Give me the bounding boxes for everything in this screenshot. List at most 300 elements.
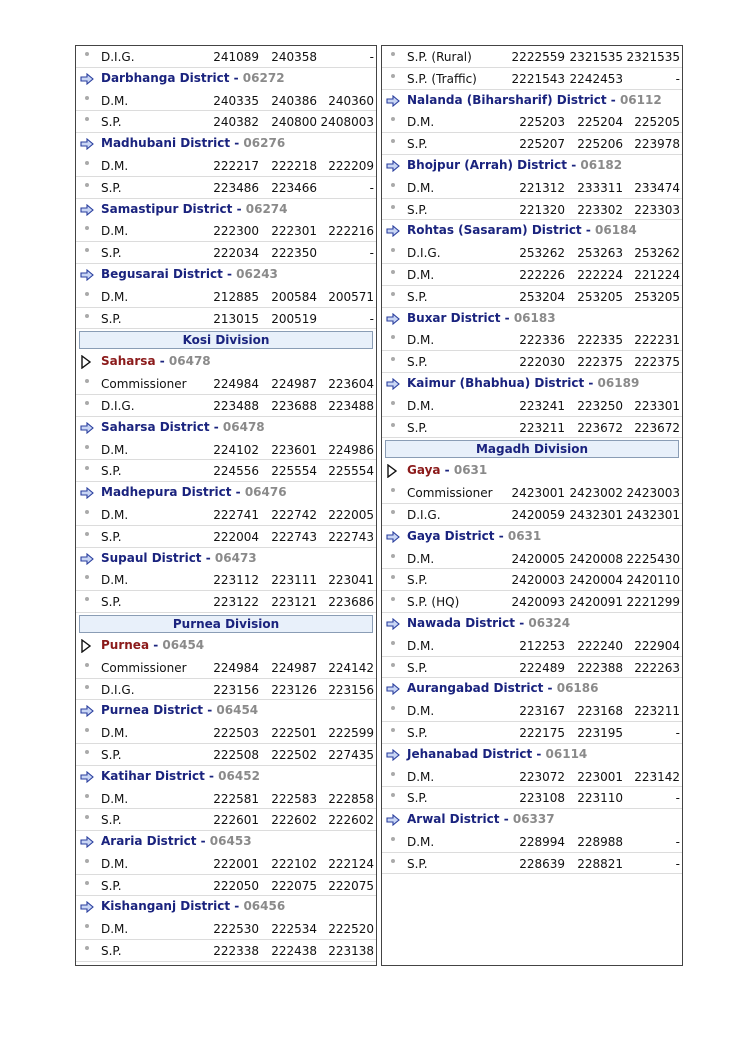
phone-number: 222034 bbox=[213, 246, 259, 261]
bullet-dot-icon bbox=[391, 728, 395, 732]
arrow-right-icon bbox=[80, 420, 94, 432]
bullet-dot-icon bbox=[85, 597, 89, 601]
phone-number: 222599 bbox=[328, 726, 374, 741]
bullet-dot-icon bbox=[391, 772, 395, 776]
arrow-right-icon bbox=[80, 769, 94, 781]
phone-number: 222350 bbox=[271, 246, 317, 261]
phone-number: 2221299 bbox=[626, 595, 680, 610]
district-title[interactable] bbox=[407, 155, 622, 177]
district-header[interactable] bbox=[76, 133, 376, 155]
separator: - bbox=[155, 354, 169, 369]
separator: - bbox=[440, 463, 454, 478]
role-label: Commissioner bbox=[407, 486, 493, 501]
district-name[interactable]: Purnea District bbox=[101, 703, 204, 718]
district-header[interactable] bbox=[382, 526, 682, 548]
phone-number: 2432301 bbox=[569, 507, 623, 522]
district-title[interactable] bbox=[407, 744, 587, 766]
role-label: D.M. bbox=[101, 856, 129, 871]
separator: - bbox=[230, 136, 244, 151]
district-name[interactable]: Bhojpur (Arrah) District bbox=[407, 157, 568, 172]
contact-row bbox=[76, 591, 376, 613]
bullet-dot-icon bbox=[85, 685, 89, 689]
district-name[interactable]: Madhubani District bbox=[101, 136, 231, 151]
bullet-dot-icon bbox=[85, 946, 89, 950]
phone-number: 222001 bbox=[213, 856, 259, 871]
phone-number: 228821 bbox=[577, 856, 623, 871]
separator: - bbox=[196, 834, 210, 849]
phone-number: 222226 bbox=[519, 267, 565, 282]
arrow-right-icon bbox=[386, 93, 400, 105]
phone-number: 233474 bbox=[634, 180, 680, 195]
phone-number: 228988 bbox=[577, 834, 623, 849]
role-label: S.P. (HQ) bbox=[407, 595, 460, 610]
std-code: 06478 bbox=[222, 419, 265, 434]
role-label: S.P. bbox=[407, 660, 428, 675]
phone-number: 222217 bbox=[213, 158, 259, 173]
headquarters-header[interactable] bbox=[76, 351, 376, 373]
separator: - bbox=[532, 746, 546, 761]
phone-number: 228639 bbox=[519, 856, 565, 871]
phone-number: 223168 bbox=[577, 704, 623, 719]
phone-number: 223156 bbox=[328, 682, 374, 697]
phone-number: 223686 bbox=[328, 595, 374, 610]
district-header[interactable] bbox=[382, 373, 682, 395]
phone-number: 222075 bbox=[271, 878, 317, 893]
contact-row bbox=[76, 918, 376, 940]
contact-row bbox=[76, 569, 376, 591]
std-code: 06189 bbox=[597, 375, 640, 390]
district-title[interactable] bbox=[407, 613, 570, 635]
role-label: D.M. bbox=[101, 507, 129, 522]
phone-number: 223604 bbox=[328, 377, 374, 392]
role-label: D.M. bbox=[407, 551, 435, 566]
std-code: 06276 bbox=[243, 136, 286, 151]
phone-number: 253263 bbox=[577, 246, 623, 261]
phone-number: 240335 bbox=[213, 93, 259, 108]
arrow-right-icon bbox=[386, 311, 400, 323]
district-name[interactable]: Jehanabad District bbox=[407, 746, 533, 761]
bullet-dot-icon bbox=[85, 379, 89, 383]
district-header[interactable] bbox=[382, 308, 682, 330]
contact-row bbox=[382, 46, 682, 68]
role-label: D.M. bbox=[101, 442, 129, 457]
district-name[interactable]: Buxar District bbox=[407, 310, 501, 325]
contact-row bbox=[76, 242, 376, 264]
phone-number: 224986 bbox=[328, 442, 374, 457]
role-label: S.P. bbox=[101, 246, 122, 261]
arrow-right-icon bbox=[386, 376, 400, 388]
district-header[interactable] bbox=[76, 199, 376, 221]
district-header[interactable] bbox=[76, 700, 376, 722]
std-code: 06478 bbox=[168, 354, 211, 369]
contact-row bbox=[382, 831, 682, 853]
contact-row bbox=[382, 329, 682, 351]
phone-number: 223672 bbox=[634, 420, 680, 435]
bullet-dot-icon bbox=[391, 597, 395, 601]
separator: - bbox=[581, 223, 596, 238]
district-title[interactable] bbox=[101, 199, 288, 221]
play-triangle-icon bbox=[387, 464, 397, 478]
phone-number: 222741 bbox=[213, 507, 259, 522]
phone-number: 223110 bbox=[577, 791, 623, 806]
district-name[interactable]: Begusarai District bbox=[101, 266, 223, 281]
role-label: D.M. bbox=[407, 834, 435, 849]
phone-number: 222904 bbox=[634, 638, 680, 653]
district-title[interactable] bbox=[407, 373, 639, 395]
phone-number: 241089 bbox=[213, 50, 259, 64]
district-header[interactable] bbox=[76, 68, 376, 90]
district-name[interactable]: Aurangabad District bbox=[407, 681, 544, 696]
std-code: 06453 bbox=[209, 834, 252, 849]
bullet-dot-icon bbox=[391, 554, 395, 558]
phone-number: 222050 bbox=[213, 878, 259, 893]
district-header[interactable] bbox=[382, 809, 682, 831]
district-title[interactable] bbox=[407, 220, 637, 242]
contact-row bbox=[382, 548, 682, 570]
phone-number: 2420059 bbox=[511, 507, 565, 522]
phone-number: 222583 bbox=[271, 791, 317, 806]
phone-number: - bbox=[369, 50, 374, 64]
separator: - bbox=[149, 637, 163, 652]
std-code: 0631 bbox=[507, 528, 542, 543]
division-header: Purnea Division bbox=[79, 615, 373, 633]
bullet-dot-icon bbox=[391, 510, 395, 514]
bullet-dot-icon bbox=[85, 161, 89, 165]
bullet-dot-icon bbox=[85, 314, 89, 318]
phone-number: 223138 bbox=[328, 944, 374, 959]
district-header[interactable] bbox=[382, 678, 682, 700]
phone-number: 240382 bbox=[213, 115, 259, 130]
headquarters-title[interactable] bbox=[407, 460, 487, 482]
role-label: D.M. bbox=[407, 267, 435, 282]
contact-row bbox=[382, 766, 682, 788]
phone-number: 223672 bbox=[577, 420, 623, 435]
district-title[interactable] bbox=[101, 133, 285, 155]
arrow-right-icon bbox=[386, 812, 400, 824]
phone-number: 222743 bbox=[328, 529, 374, 544]
contact-row bbox=[76, 90, 376, 112]
play-triangle-icon bbox=[81, 639, 91, 653]
bullet-dot-icon bbox=[85, 117, 89, 121]
contact-row bbox=[76, 460, 376, 482]
contact-row bbox=[382, 853, 682, 875]
district-header[interactable] bbox=[382, 220, 682, 242]
phone-number: 223488 bbox=[213, 398, 259, 413]
phone-number: 222240 bbox=[577, 638, 623, 653]
separator: - bbox=[567, 157, 581, 172]
role-label: D.M. bbox=[101, 93, 129, 108]
phone-number: 200571 bbox=[328, 289, 374, 304]
phone-number: 222075 bbox=[328, 878, 374, 893]
role-label: S.P. bbox=[407, 355, 428, 370]
district-title[interactable] bbox=[101, 896, 285, 918]
phone-number: 2420003 bbox=[511, 573, 565, 588]
district-title[interactable] bbox=[101, 548, 257, 570]
phone-number: 225554 bbox=[271, 464, 317, 479]
phone-number: 223041 bbox=[328, 573, 374, 588]
district-name[interactable]: Gaya District bbox=[407, 528, 495, 543]
std-code: 06324 bbox=[528, 615, 571, 630]
phone-number: 2408003 bbox=[320, 115, 374, 130]
contact-row bbox=[382, 395, 682, 417]
district-header[interactable] bbox=[382, 744, 682, 766]
phone-number: 223121 bbox=[271, 595, 317, 610]
district-name[interactable]: Darbhanga District bbox=[101, 70, 230, 85]
separator: - bbox=[209, 419, 223, 434]
district-title[interactable] bbox=[407, 809, 555, 831]
separator: - bbox=[500, 310, 514, 325]
phone-number: 212885 bbox=[213, 289, 259, 304]
district-title[interactable] bbox=[101, 831, 252, 853]
district-name[interactable]: Araria District bbox=[101, 834, 197, 849]
phone-number: - bbox=[675, 791, 680, 806]
phone-number: 223688 bbox=[271, 398, 317, 413]
district-title[interactable] bbox=[101, 700, 258, 722]
separator: - bbox=[606, 92, 620, 107]
std-code: 06454 bbox=[162, 637, 205, 652]
role-label: D.M. bbox=[101, 922, 129, 937]
contact-row bbox=[76, 526, 376, 548]
district-name[interactable]: Supaul District bbox=[101, 550, 202, 565]
phone-number: 223108 bbox=[519, 791, 565, 806]
contact-row bbox=[76, 679, 376, 701]
phone-number: 222508 bbox=[213, 747, 259, 762]
phone-number: 222601 bbox=[213, 813, 259, 828]
phone-number: - bbox=[369, 246, 374, 261]
bullet-dot-icon bbox=[85, 881, 89, 885]
district-name[interactable]: Nalanda (Biharsharif) District bbox=[407, 92, 607, 107]
contact-row bbox=[76, 722, 376, 744]
division-header: Magadh Division bbox=[385, 440, 679, 458]
district-name[interactable]: Madhepura District bbox=[101, 485, 232, 500]
contact-row bbox=[382, 199, 682, 221]
phone-number: 240386 bbox=[271, 93, 317, 108]
division-header: Kosi Division bbox=[79, 331, 373, 349]
phone-number: 221320 bbox=[519, 202, 565, 217]
headquarters-name[interactable]: Purnea bbox=[101, 637, 150, 652]
phone-number: 222375 bbox=[577, 355, 623, 370]
contact-row bbox=[382, 700, 682, 722]
role-label: Commissioner bbox=[101, 660, 187, 675]
district-header[interactable] bbox=[76, 896, 376, 918]
arrow-right-icon bbox=[386, 616, 400, 628]
headquarters-title[interactable] bbox=[101, 351, 211, 373]
phone-number: 223303 bbox=[634, 202, 680, 217]
district-title[interactable] bbox=[407, 678, 598, 700]
district-name[interactable]: Kaimur (Bhabhua) District bbox=[407, 375, 585, 390]
district-header[interactable] bbox=[76, 831, 376, 853]
contact-row bbox=[382, 657, 682, 679]
bullet-dot-icon bbox=[391, 335, 395, 339]
phone-number: 223111 bbox=[271, 573, 317, 588]
district-header[interactable] bbox=[76, 482, 376, 504]
contact-row bbox=[382, 417, 682, 439]
phone-number: - bbox=[675, 71, 680, 86]
std-code: 06456 bbox=[243, 899, 286, 914]
std-code: 06274 bbox=[245, 201, 288, 216]
arrow-right-icon bbox=[386, 529, 400, 541]
district-name[interactable]: Saharsa District bbox=[101, 419, 210, 434]
phone-number: 240800 bbox=[271, 115, 317, 130]
bullet-dot-icon bbox=[85, 575, 89, 579]
bullet-dot-icon bbox=[391, 248, 395, 252]
role-label: D.M. bbox=[101, 726, 129, 741]
phone-number: 223978 bbox=[634, 137, 680, 152]
district-title[interactable] bbox=[101, 264, 278, 286]
separator: - bbox=[494, 528, 508, 543]
std-code: 06184 bbox=[595, 223, 637, 238]
bullet-dot-icon bbox=[85, 248, 89, 252]
district-header[interactable] bbox=[382, 155, 682, 177]
contact-row bbox=[76, 809, 376, 831]
phone-number: - bbox=[675, 834, 680, 849]
role-label: D.M. bbox=[101, 791, 129, 806]
separator: - bbox=[515, 615, 529, 630]
bullet-dot-icon bbox=[85, 183, 89, 187]
district-title[interactable] bbox=[101, 68, 285, 90]
phone-number: 2420004 bbox=[569, 573, 623, 588]
district-title[interactable] bbox=[407, 90, 662, 112]
arrow-right-icon bbox=[80, 834, 94, 846]
district-name[interactable]: Katihar District bbox=[101, 768, 205, 783]
std-code: 06476 bbox=[244, 485, 287, 500]
role-label: D.M. bbox=[407, 769, 435, 784]
district-header[interactable] bbox=[76, 264, 376, 286]
role-label: S.P. bbox=[101, 464, 122, 479]
contact-row bbox=[76, 373, 376, 395]
phone-number: 240360 bbox=[328, 93, 374, 108]
headquarters-title[interactable] bbox=[101, 635, 204, 657]
phone-number: 223126 bbox=[271, 682, 317, 697]
contact-row bbox=[382, 569, 682, 591]
bullet-dot-icon bbox=[85, 663, 89, 667]
phone-number: 223001 bbox=[577, 769, 623, 784]
contact-row bbox=[76, 395, 376, 417]
arrow-right-icon bbox=[80, 136, 94, 148]
phone-number: 223156 bbox=[213, 682, 259, 697]
district-header[interactable] bbox=[382, 90, 682, 112]
bullet-dot-icon bbox=[391, 74, 395, 78]
phone-number: 222502 bbox=[271, 747, 317, 762]
std-code: 06182 bbox=[580, 157, 623, 172]
role-label: S.P. (Rural) bbox=[407, 50, 472, 64]
phone-number: 222581 bbox=[213, 791, 259, 806]
phone-number: 240358 bbox=[271, 50, 317, 64]
district-header[interactable] bbox=[76, 548, 376, 570]
bullet-dot-icon bbox=[391, 793, 395, 797]
role-label: S.P. bbox=[101, 529, 122, 544]
phone-number: 225207 bbox=[519, 137, 565, 152]
phone-number: 222602 bbox=[271, 813, 317, 828]
district-name[interactable]: Samastipur District bbox=[101, 201, 233, 216]
std-code: 06186 bbox=[556, 681, 599, 696]
phone-number: 224102 bbox=[213, 442, 259, 457]
district-name[interactable]: Nawada District bbox=[407, 615, 516, 630]
arrow-right-icon bbox=[386, 158, 400, 170]
phone-number: 222602 bbox=[328, 813, 374, 828]
headquarters-header[interactable] bbox=[76, 635, 376, 657]
phone-number: 228994 bbox=[519, 834, 565, 849]
contact-row bbox=[76, 657, 376, 679]
phone-number: 222300 bbox=[213, 224, 259, 239]
district-title[interactable] bbox=[407, 308, 556, 330]
contact-row bbox=[76, 853, 376, 875]
role-label: S.P. (Traffic) bbox=[407, 71, 477, 86]
contact-row bbox=[76, 744, 376, 766]
contact-row bbox=[382, 591, 682, 613]
contact-row bbox=[382, 722, 682, 744]
headquarters-header[interactable] bbox=[382, 460, 682, 482]
bullet-dot-icon bbox=[391, 52, 395, 56]
role-label: D.I.G. bbox=[101, 398, 135, 413]
phone-number: 2321535 bbox=[569, 50, 623, 64]
contact-row bbox=[76, 155, 376, 177]
contact-row bbox=[76, 875, 376, 897]
contact-row bbox=[382, 286, 682, 308]
contact-row bbox=[76, 439, 376, 461]
phone-number: 222231 bbox=[634, 333, 680, 348]
bullet-dot-icon bbox=[391, 423, 395, 427]
phone-number: 2225430 bbox=[626, 551, 680, 566]
bullet-dot-icon bbox=[391, 183, 395, 187]
arrow-right-icon bbox=[80, 899, 94, 911]
district-name[interactable]: Kishanganj District bbox=[101, 899, 231, 914]
separator: - bbox=[222, 266, 237, 281]
arrow-right-icon bbox=[80, 551, 94, 563]
bullet-dot-icon bbox=[85, 794, 89, 798]
phone-number: 222338 bbox=[213, 944, 259, 959]
district-header[interactable] bbox=[76, 417, 376, 439]
bullet-dot-icon bbox=[85, 226, 89, 230]
phone-number: 223072 bbox=[519, 769, 565, 784]
phone-number: 222301 bbox=[271, 224, 317, 239]
district-title[interactable] bbox=[101, 482, 287, 504]
phone-number: 222175 bbox=[519, 725, 565, 740]
phone-number: 225203 bbox=[519, 115, 565, 130]
district-header[interactable] bbox=[382, 613, 682, 635]
bullet-dot-icon bbox=[85, 292, 89, 296]
district-title[interactable] bbox=[101, 417, 265, 439]
role-label: S.P. bbox=[407, 137, 428, 152]
phone-number: 222004 bbox=[213, 529, 259, 544]
headquarters-name[interactable]: Gaya bbox=[407, 463, 441, 478]
role-label: Commissioner bbox=[101, 377, 187, 392]
role-label: S.P. bbox=[101, 878, 122, 893]
phone-number: 222335 bbox=[577, 333, 623, 348]
headquarters-name[interactable]: Saharsa bbox=[101, 354, 156, 369]
phone-number: - bbox=[675, 725, 680, 740]
role-label: D.M. bbox=[101, 289, 129, 304]
arrow-right-icon bbox=[80, 485, 94, 497]
district-title[interactable] bbox=[101, 766, 260, 788]
district-title[interactable] bbox=[407, 526, 541, 548]
district-header[interactable] bbox=[76, 766, 376, 788]
district-name[interactable]: Arwal District bbox=[407, 812, 500, 827]
district-name[interactable]: Rohtas (Sasaram) District bbox=[407, 223, 582, 238]
std-code: 06473 bbox=[214, 550, 257, 565]
contact-row bbox=[382, 264, 682, 286]
bullet-dot-icon bbox=[391, 641, 395, 645]
phone-number: 223601 bbox=[271, 442, 317, 457]
phone-number: 223302 bbox=[577, 202, 623, 217]
phone-number: 222030 bbox=[519, 355, 565, 370]
phone-number: 222858 bbox=[328, 791, 374, 806]
arrow-right-icon bbox=[80, 267, 94, 279]
std-code: 06454 bbox=[216, 703, 259, 718]
role-label: S.P. bbox=[101, 813, 122, 828]
phone-number: 222124 bbox=[328, 856, 374, 871]
role-label: S.P. bbox=[407, 202, 428, 217]
